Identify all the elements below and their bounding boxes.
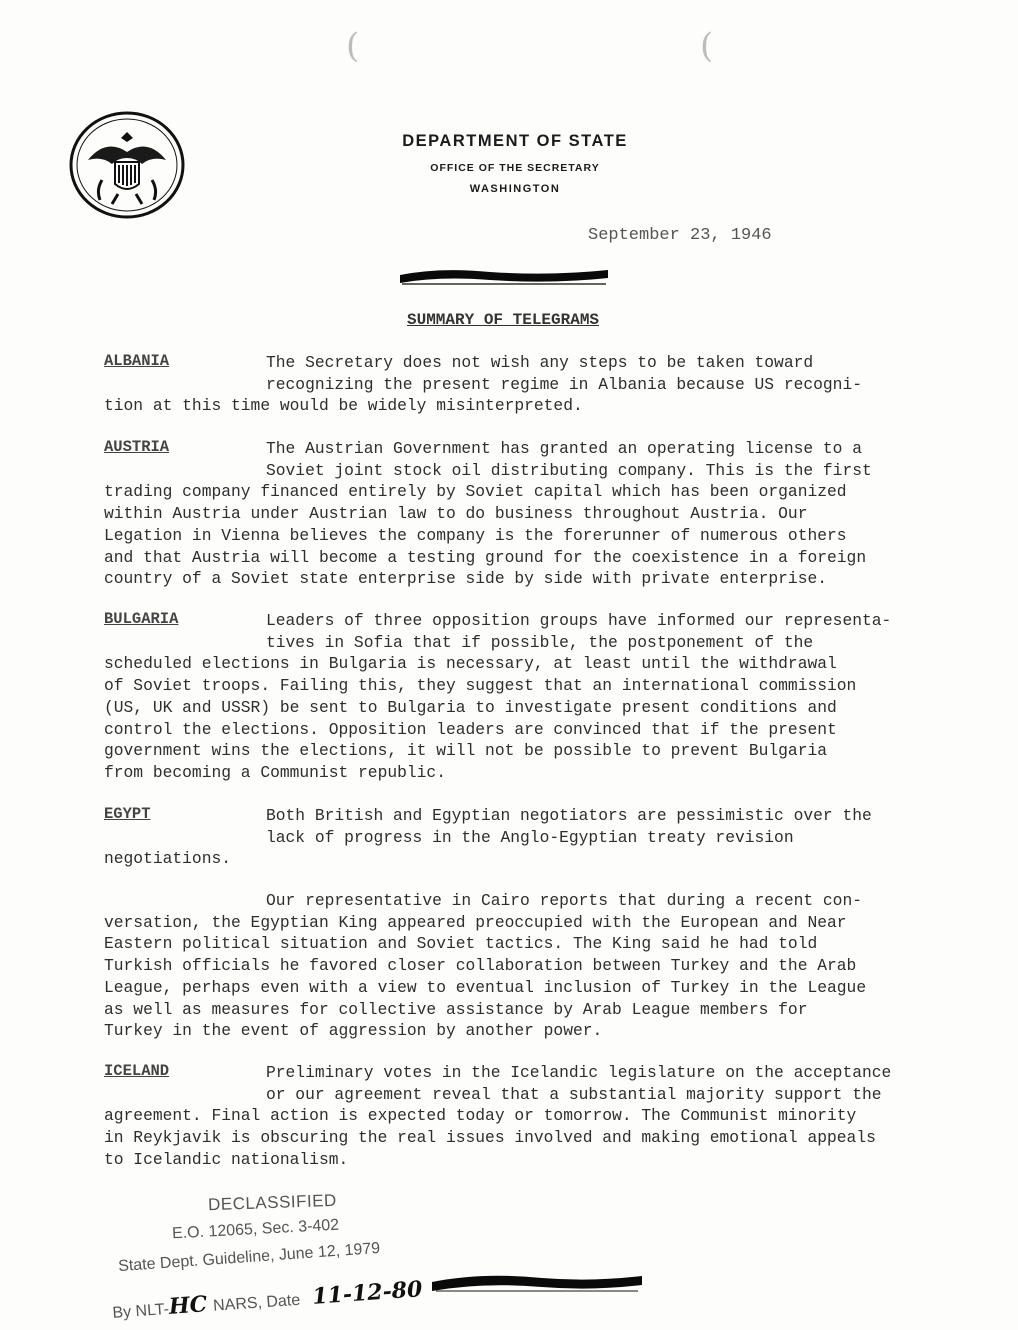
text-line: country of a Soviet state enterprise side by side with private enterprise. — [104, 569, 828, 589]
section-label: ALBANIA — [104, 352, 170, 370]
text-line: scheduled elections in Bulgaria is necessary, at least until the withdrawal — [104, 654, 837, 674]
text-line: Turkey in the event of aggression by another power. — [104, 1021, 603, 1041]
text-line: Preliminary votes in the Icelandic legislature on the acceptance — [266, 1063, 892, 1082]
authority-prefix: By NLT- — [111, 1300, 170, 1322]
text-line: lack of progress in the Anglo-Egyptian treaty revision — [266, 827, 794, 847]
letterhead — [300, 132, 730, 195]
text-line: in Reykjavik is obscuring the real issues involved and making emotional appeals — [104, 1128, 876, 1148]
text-line: as well as measures for collective assistance by Arab League members for — [104, 999, 808, 1019]
text-line: or our agreement reveal that a substantial majority support the — [266, 1084, 882, 1104]
handwritten-date: 11-12-80 — [311, 1276, 424, 1310]
pencil-mark-right: ( — [700, 26, 714, 66]
state-department-seal-icon — [68, 110, 186, 220]
text-line: Legation in Vienna believes the company is the forerunner of numerous others — [104, 525, 847, 545]
text-line: Turkish officials he favored closer collaboration between Turkey and the Arab — [104, 956, 857, 976]
section-egypt — [104, 805, 952, 870]
text-line: Both British and Egyptian negotiators are pessimistic over the — [266, 806, 872, 825]
section-albania — [104, 352, 952, 417]
section-egypt-paragraph-2 — [104, 890, 952, 1042]
text-line: and that Austria will become a testing ground for the coexistence in a foreign — [104, 547, 867, 567]
text-line: Eastern political situation and Soviet tactics. The King said he had told — [104, 934, 818, 954]
authority-line — [111, 1276, 423, 1324]
declassification-stamp — [111, 1190, 432, 1323]
section-bulgaria — [104, 610, 952, 784]
text-line: The Austrian Government has granted an operating license to a — [266, 439, 862, 458]
text-line: Leaders of three opposition groups have informed our representa- — [266, 611, 892, 630]
classification-redaction-mark-bottom — [432, 1270, 642, 1296]
text-line: The Secretary does not wish any steps to be taken toward — [266, 353, 814, 372]
text-line: within Austria under Austrian law to do business throughout Austria. Our — [104, 504, 808, 524]
section-label: BULGARIA — [104, 610, 179, 628]
department-name: DEPARTMENT OF STATE — [402, 132, 628, 150]
section-iceland — [104, 1062, 952, 1171]
text-line: from becoming a Communist republic. — [104, 762, 446, 782]
section-label: EGYPT — [104, 805, 151, 823]
text-line: versation, the Egyptian King appeared preoccupied with the European and Near — [104, 912, 847, 932]
document-date: September 23, 1946 — [588, 226, 772, 245]
text-line: negotiations. — [104, 849, 232, 869]
declassified-heading: DECLASSIFIED — [207, 1190, 338, 1215]
document-title: SUMMARY OF TELEGRAMS — [407, 311, 600, 329]
section-label: AUSTRIA — [104, 438, 170, 456]
handwritten-initials: HC — [167, 1291, 208, 1320]
classification-redaction-mark — [398, 266, 610, 288]
text-line: Our representative in Cairo reports that during a recent con- — [266, 891, 862, 910]
city-name: WASHINGTON — [469, 183, 561, 195]
text-line: Soviet joint stock oil distributing company. This is the first — [266, 460, 872, 480]
office-name: OFFICE OF THE SECRETARY — [430, 162, 600, 174]
text-line: League, perhaps even with a view to eventual inclusion of Turkey in the League — [104, 977, 867, 997]
text-line: of Soviet troops. Failing this, they suggest that an international commission — [104, 676, 857, 696]
guideline-line: State Dept. Guideline, June 12, 1979 — [117, 1239, 381, 1276]
text-line: (US, UK and USSR) be sent to Bulgaria to investigate present conditions and — [104, 697, 837, 717]
executive-order-line: E.O. 12065, Sec. 3-402 — [171, 1216, 340, 1243]
section-label: ICELAND — [104, 1062, 170, 1080]
text-line: control the elections. Opposition leaders are convinced that if the present — [104, 719, 837, 739]
text-line: to Icelandic nationalism. — [104, 1149, 349, 1169]
section-austria — [104, 438, 952, 590]
text-line: agreement. Final action is expected today or tomorrow. The Communist minority — [104, 1106, 857, 1126]
nars-date-label: NARS, Date — [212, 1291, 301, 1315]
text-line: recognizing the present regime in Albania because US recogni- — [266, 374, 862, 394]
text-line: trading company financed entirely by Soviet capital which has been organized — [104, 482, 847, 502]
text-line: tion at this time would be widely misinterpreted. — [104, 396, 583, 416]
text-line: government wins the elections, it will not be possible to prevent Bulgaria — [104, 741, 828, 761]
pencil-mark-left: ( — [346, 26, 360, 66]
text-line: tives in Sofia that if possible, the postponement of the — [266, 632, 814, 652]
